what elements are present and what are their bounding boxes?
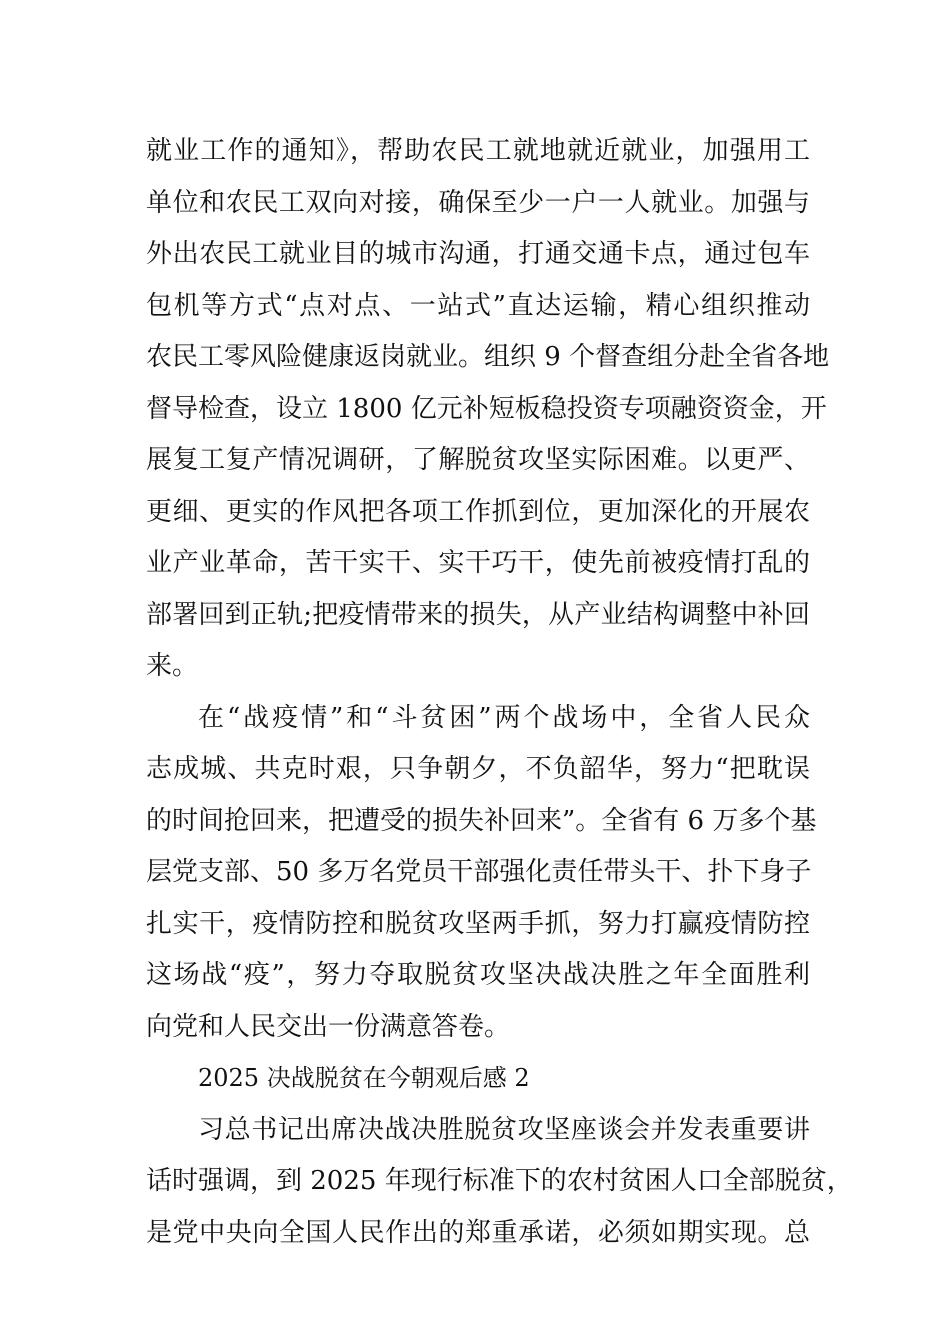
text-line: 更细、更实的作风把各项工作抓到位，更加深化的开展农 bbox=[146, 496, 810, 527]
paragraph-1 bbox=[146, 126, 830, 693]
text-line: 志成城、共克时艰，只争朝夕，不负韶华，努力“把耽误 bbox=[146, 754, 810, 784]
text-line: 就业工作的通知》，帮助农民工就地就近就业，加强用工 bbox=[146, 136, 810, 166]
text-line: 部署回到正轨;把疫情带来的损失，从产业结构调整中补回 bbox=[146, 599, 810, 630]
text-line: 督导检查，设立 1800 亿元补短板稳投资专项融资资金，开 bbox=[146, 393, 827, 424]
text-line: 的时间抢回来，把遭受的损失补回来”。全省有 6 万多个基 bbox=[146, 805, 817, 836]
text-line: 层党支部、50 多万名党员干部强化责任带头干、扑下身子 bbox=[146, 857, 812, 887]
paragraph-3 bbox=[146, 1105, 853, 1260]
document-body bbox=[146, 126, 853, 1259]
text-line: 话时强调，到 2025 年现行标准下的农村贫困人口全部脱贫， bbox=[146, 1166, 853, 1196]
text-line: 单位和农民工双向对接，确保至少一户一人就业。加强与 bbox=[146, 187, 810, 218]
text-line: 向党和人民交出一份满意答卷。 bbox=[146, 1011, 511, 1042]
text-line: 习总书记出席决战决胜脱贫攻坚座谈会并发表重要讲 bbox=[198, 1114, 810, 1145]
text-line: 在“战疫情”和“斗贫困”两个战场中，全省人民众 bbox=[198, 702, 810, 733]
text-line: 包机等方式“点对点、一站式”直达运输，精心组织推动 bbox=[146, 290, 810, 321]
text-line: 外出农民工就业目的城市沟通，打通交通卡点，通过包车 bbox=[146, 239, 810, 269]
text-line: 展复工复产情况调研，了解脱贫攻坚实际困难。以更严、 bbox=[146, 445, 810, 475]
text-line: 扎实干，疫情防控和脱贫攻坚两手抓，努力打赢疫情防控 bbox=[146, 908, 810, 939]
text-line: 来。 bbox=[146, 651, 199, 681]
text-line: 是党中央向全国人民作出的郑重承诺，必须如期实现。总 bbox=[146, 1217, 810, 1248]
paragraph-2 bbox=[146, 693, 817, 1054]
text-line: 农民工零风险健康返岗就业。组织 9 个督查组分赴全省各地 bbox=[146, 342, 830, 372]
text-line: 业产业革命，苦干实干、实干巧干，使先前被疫情打乱的 bbox=[146, 548, 810, 578]
section-heading: 2025 决战脱贫在今朝观后感 2 bbox=[198, 1064, 530, 1092]
text-line: 这场战“疫”，努力夺取脱贫攻坚决战决胜之年全面胜利 bbox=[146, 960, 810, 990]
